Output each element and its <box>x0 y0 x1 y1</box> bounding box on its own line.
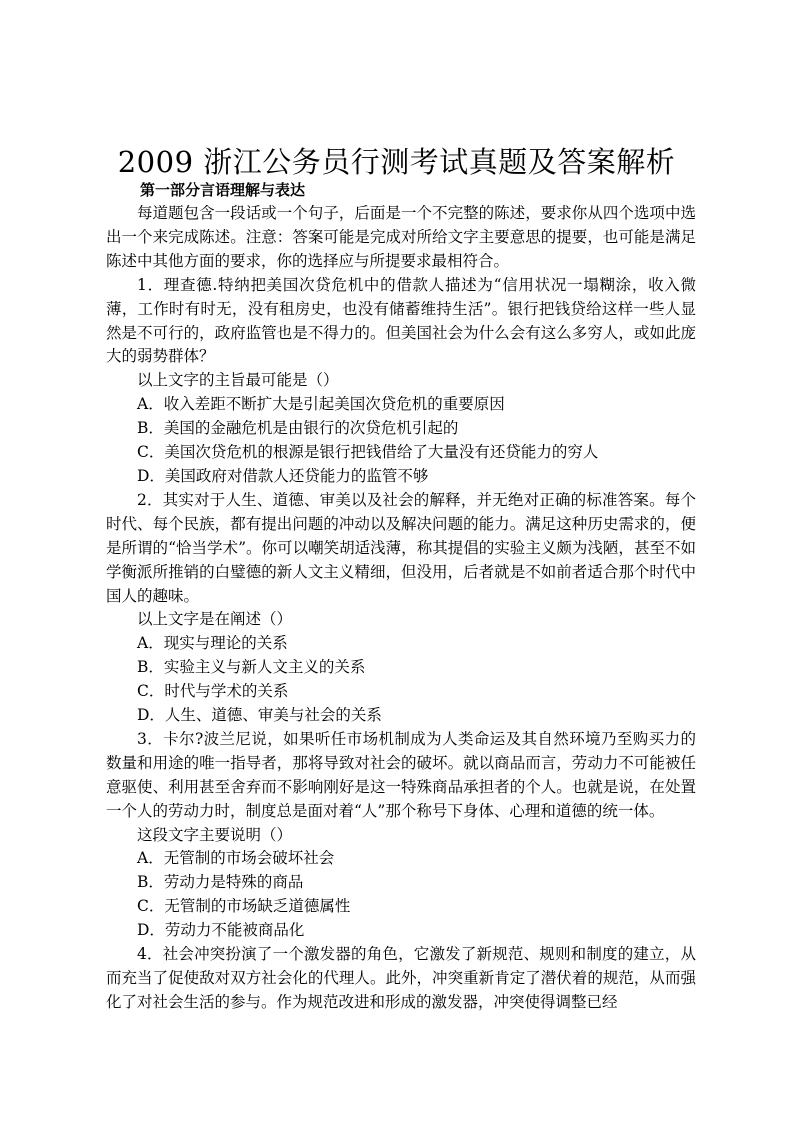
question-2-passage: 2．其实对于人生、道德、审美以及社会的解释，并无绝对正确的标准答案。每个时代、每个民族，都有提出问题的冲动以及解决问题的能力。满足这种历史需求的，便是所谓的“恰当学术”。你可以嘲笑胡适浅薄，称其提倡的实验主义颇为浅陋，甚至不如学衡派所推销的白璧德的新人文主义精细，但没用，后者就是不如前者适合那个时代中国人的趣味。 <box>106 490 696 605</box>
question-3-passage: 3．卡尔?波兰尼说，如果听任市场机制成为人类命运及其自然环境乃至购买力的数量和用途的唯一指导者，那将导致对社会的破坏。就以商品而言，劳动力不可能被任意驱使、利用甚至舍弃而不影响刚好是这一特殊商品承担者的个人。也就是说，在处置一个人的劳动力时，制度总是面对着“人”那个称号下身体、心理和道德的统一体。 <box>106 729 696 820</box>
instructions-paragraph: 每道题包含一段话或一个句子，后面是一个不完整的陈述，要求你从四个选项中选出一个来完成陈述。注意：答案可能是完成对所给文字主要意思的提要，也可能是满足陈述中其他方面的要求，你的选择应与所提要求最相符合。 <box>106 204 696 270</box>
question-1-stem: 以上文字的主旨最可能是（） <box>137 371 339 390</box>
question-4-passage: 4．社会冲突扮演了一个激发器的角色，它激发了新规范、规则和制度的建立，从而充当了促使敌对双方社会化的代理人。此外，冲突重新肯定了潜伏着的规范，从而强化了对社会生活的参与。作为规范改进和形成的激发器，冲突使得调整已经 <box>106 945 696 1011</box>
question-2-option-a: A．现实与理论的关系 <box>137 634 288 653</box>
document-body <box>106 202 696 1015</box>
question-1-passage: 1．理查德.特纳把美国次贷危机中的借款人描述为“信用状况一塌糊涂，收入微薄，工作时有时无，没有租房史，也没有储蓄维持生活”。银行把钱贷给这样一些人显然是不可行的，政府监管也是不得力的。但美国社会为什么会有这么多穷人，或如此庞大的弱势群体？ <box>106 275 696 366</box>
question-2-option-d: D．人生、道德、审美与社会的关系 <box>137 706 382 725</box>
question-3-option-d: D．劳动力不能被商品化 <box>137 921 305 940</box>
section-heading: 第一部分言语理解与表达 <box>140 181 306 199</box>
question-1-option-c: C．美国次贷危机的根源是银行把钱借给了大量没有还贷能力的穷人 <box>137 443 599 462</box>
question-2-option-b: B．实验主义与新人文主义的关系 <box>137 658 366 677</box>
question-3-option-b: B．劳动力是特殊的商品 <box>137 873 304 892</box>
question-3-stem: 这段文字主要说明（） <box>137 825 293 844</box>
question-3-option-c: C．无管制的市场缺乏道德属性 <box>137 897 351 916</box>
question-1-option-a: A．收入差距不断扩大是引起美国次贷危机的重要原因 <box>137 395 505 414</box>
question-1-option-d: D．美国政府对借款人还贷能力的监管不够 <box>137 466 429 485</box>
question-2-stem: 以上文字是在阐述（） <box>137 610 293 629</box>
document-title: 2009 浙江公务员行测考试真题及答案解析 <box>117 145 676 179</box>
question-3-option-a: A．无管制的市场会破坏社会 <box>137 849 335 868</box>
question-1-option-b: B．美国的金融危机是由银行的次贷危机引起的 <box>137 419 459 438</box>
question-2-option-c: C．时代与学术的关系 <box>137 682 289 701</box>
